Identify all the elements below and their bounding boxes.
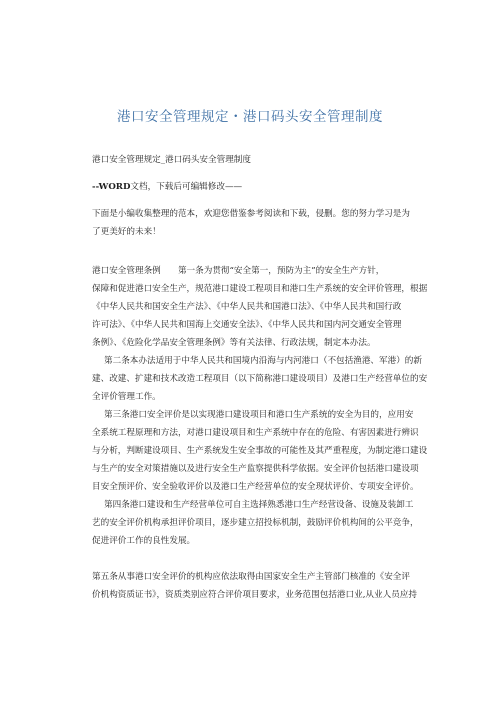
body-line: 价机构资质证书》，资质类别应符合评价项目要求，业务范围包括港口业,从业人员应持 [92,590,417,600]
body-line: 全评价管理工作。 [92,392,161,402]
intro-line: 下面是小编收集整理的范本，欢迎您借鉴参考阅读和下载，侵删。您的努力学习是为 [92,209,410,219]
body-line: 建、改建、扩建和技术改造工程项目（以下简称港口建设项目）及港口生产经营单位的安 [92,374,428,384]
body-line: 许可法》、《中华人民共和国海上交通安全法》、《中华人民共和国内河交通安全管理 [92,320,402,330]
body-line: 第四条港口建设和生产经营单位可自主选择熟悉港口生产经营设备、设施及装卸工 [104,500,414,510]
body-line: 第五条从事港口安全评价的机构应依法取得由国家安全生产主管部门核准的《安全评 [92,572,410,582]
body-line: 条例》、《危险化学品安全管理条例》等有关法律、行政法规，制定本办法。 [92,338,376,348]
body-line: 目安全预评价、安全验收评价以及港口生产经营单位的安全现状评价、专项安全评价。 [92,482,419,492]
body-line: 第三条港口安全评价是以实现港口建设项目和港口生产系统的安全为目的，应用安 [104,410,414,420]
word-note-rest: 文档，下载后可编辑修改—— [130,182,243,192]
body-line: 全系统工程原理和方法，对港口建设项目和生产系统中存在的危险、有害因素进行辨识 [92,428,419,438]
intro-line: 了更美好的未来！ [92,227,161,237]
word-note [92,182,242,193]
body-line: 《中华人民共和国安全生产法》、《中华人民共和国港口法》、《中华人民共和国行政 [92,302,402,312]
body-line: 第二条本办法适用于中华人民共和国境内沿海与内河港口（不包括渔港、军港）的新 [104,356,422,366]
body-line: 与生产的安全对策措施以及进行安全生产监察提供科学依据。安全评价包括港口建设项 [92,464,419,474]
word-note-bold: --WORD [92,182,131,192]
body-line: 港口安全管理条例 第一条为贯彻“安全第一，预防为主”的安全生产方针， [92,266,385,276]
document-title: 港口安全管理规定・港口码头安全管理制度 [117,109,383,125]
body-line: 艺的安全评价机构承担评价项目，逐步建立招投标机制，鼓励评价机构间的公平竞争， [92,518,419,528]
body-line: 与分析，判断建设项目、生产系统发生安全事故的可能性及其严重程度，为制定港口建设 [92,446,428,456]
body-line: 促进评价工作的良性发展。 [92,536,196,546]
body-line: 保障和促进港口安全生产，规范港口建设工程项目和港口生产系统的安全评价管理，根据 [92,284,428,294]
document-subtitle: 港口安全管理规定_港口码头安全管理制度 [92,155,251,165]
